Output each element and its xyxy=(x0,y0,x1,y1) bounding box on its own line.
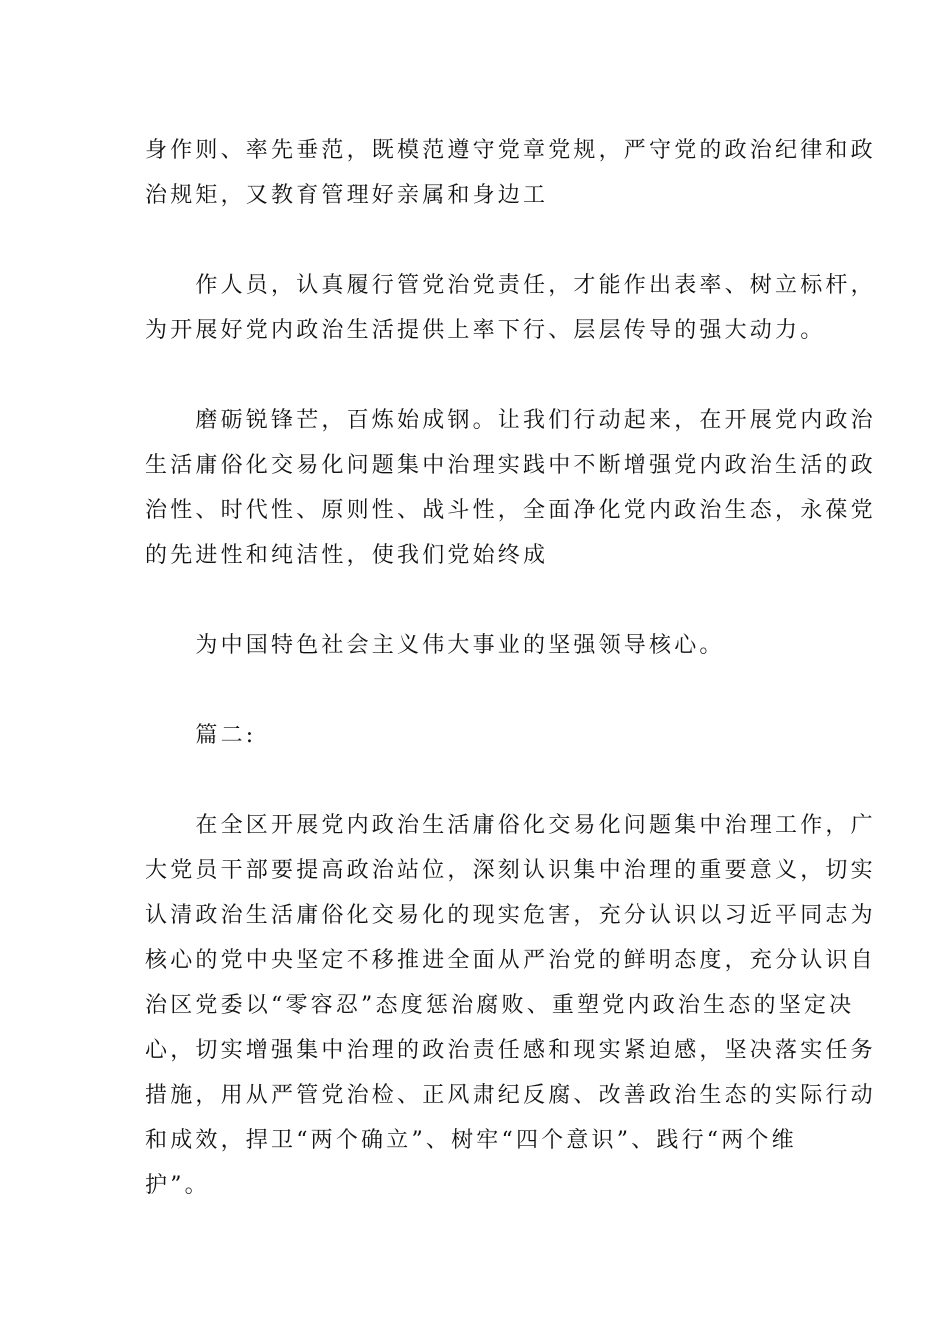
paragraph xyxy=(145,398,876,578)
text-line: 措施，用从严管党治检、正风肃纪反腐、改善政治生态的实际行动 xyxy=(145,1083,876,1108)
paragraph xyxy=(145,623,805,668)
paragraph-spacer xyxy=(145,218,805,263)
text-line: 生活庸俗化交易化问题集中治理实践中不断增强党内政治生活的政 xyxy=(145,453,876,478)
document-body xyxy=(145,128,876,1208)
text-line: 篇二: xyxy=(145,723,257,748)
text-line: 为开展好党内政治生活提供上率下行、层层传导的强大动力。 xyxy=(145,318,826,343)
paragraph xyxy=(145,128,876,218)
paragraph-spacer xyxy=(145,578,805,623)
text-line: 身作则、率先垂范，既模范遵守党章党规，严守党的政治纪律和政 xyxy=(145,138,876,163)
text-line: 治规矩，又教育管理好亲属和身边工 xyxy=(145,183,549,208)
paragraph xyxy=(145,803,876,1208)
text-line: 治区党委以“零容忍”态度惩治腐败、重塑党内政治生态的坚定决 xyxy=(145,993,855,1018)
text-line: 核心的党中央坚定不移推进全面从严治党的鲜明态度，充分认识自 xyxy=(145,948,876,973)
text-line: 磨砺锐锋芒，百炼始成钢。让我们行动起来，在开展党内政治 xyxy=(145,408,876,433)
text-line: 护”。 xyxy=(145,1173,210,1198)
section-heading xyxy=(145,713,805,758)
paragraph-spacer xyxy=(145,758,805,803)
text-line: 为中国特色社会主义伟大事业的坚强领导核心。 xyxy=(145,633,725,658)
text-line: 治性、时代性、原则性、战斗性，全面净化党内政治生态，永葆党 xyxy=(145,498,876,523)
text-line: 大党员干部要提高政治站位，深刻认识集中治理的重要意义，切实 xyxy=(145,858,876,883)
text-line: 认清政治生活庸俗化交易化的现实危害，充分认识以习近平同志为 xyxy=(145,903,876,928)
paragraph xyxy=(145,263,876,353)
text-line: 的先进性和纯洁性，使我们党始终成 xyxy=(145,543,549,568)
text-line: 心，切实增强集中治理的政治责任感和现实紧迫感，坚决落实任务 xyxy=(145,1038,876,1063)
text-line: 在全区开展党内政治生活庸俗化交易化问题集中治理工作，广 xyxy=(145,813,876,838)
paragraph-spacer xyxy=(145,353,805,398)
paragraph-spacer xyxy=(145,668,805,713)
text-line: 和成效，捍卫“两个确立”、树牢“四个意识”、践行“两个维 xyxy=(145,1128,797,1153)
text-line: 作人员，认真履行管党治党责任，才能作出表率、树立标杆， xyxy=(145,273,876,298)
